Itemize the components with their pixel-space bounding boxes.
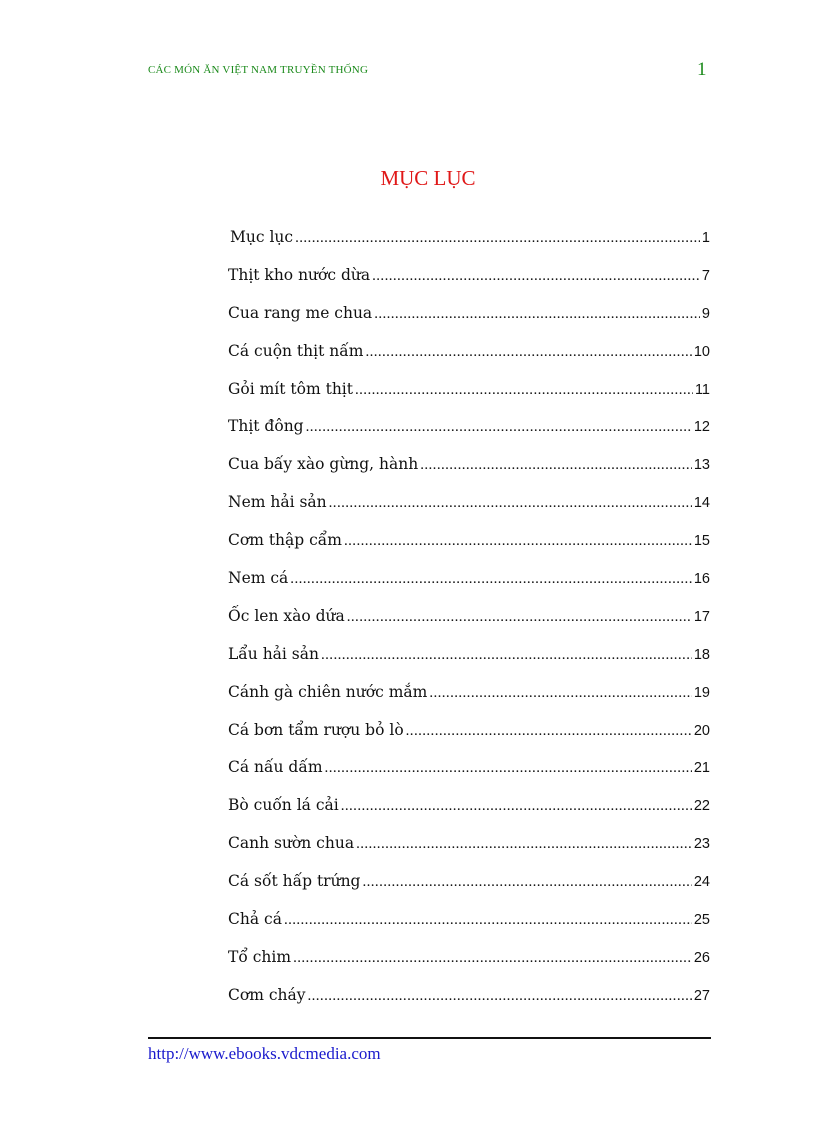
toc-entry[interactable] (228, 453, 710, 491)
toc-entry-page: 17 (693, 608, 710, 625)
toc-entry-label: Cá nấu dấm (228, 758, 323, 777)
toc-entry[interactable] (228, 756, 710, 794)
toc-entry-label: Gỏi mít tôm thịt (228, 379, 353, 398)
toc-entry-label: Canh sườn chua (228, 834, 355, 853)
toc-entry-label: Lẩu hải sản (228, 644, 319, 663)
toc-heading: MỤC LỤC (380, 166, 476, 190)
dot-leader (329, 492, 692, 514)
toc-entry[interactable] (228, 984, 710, 1022)
toc-entry-page: 26 (693, 949, 710, 966)
toc-entry-page: 19 (693, 684, 710, 701)
toc-entry[interactable] (228, 529, 710, 567)
toc-entry-page: 22 (693, 798, 710, 815)
toc-entry[interactable] (228, 226, 710, 264)
dot-leader (365, 341, 691, 363)
footer-divider (148, 1037, 711, 1039)
toc-entry-page: 18 (693, 646, 710, 663)
toc-entry-page: 13 (693, 457, 710, 474)
toc-entry-page: 14 (693, 495, 710, 512)
toc-entry-page: 25 (693, 912, 710, 929)
toc-entry-label: Nem hải sản (228, 493, 327, 512)
dot-leader (372, 265, 700, 287)
toc-entry-page: 1 (701, 230, 710, 246)
dot-leader (290, 568, 692, 590)
toc-entry-label: Nem cá (228, 569, 289, 588)
dot-leader (356, 833, 692, 855)
toc-entry[interactable] (228, 340, 710, 378)
footer-website-link[interactable]: http://www.ebooks.vdcmedia.com (148, 1044, 381, 1063)
toc-entry-page: 27 (693, 987, 710, 1004)
running-header-title: CÁC MÓN ĂN VIỆT NAM TRUYỀN THỐNG (148, 64, 369, 76)
dot-leader (306, 416, 692, 438)
toc-entry-label: Bò cuốn lá cải (228, 796, 339, 815)
dot-leader (429, 682, 692, 704)
toc-entry-label: Thịt đông (228, 417, 304, 436)
table-of-contents (228, 226, 710, 1022)
dot-leader (284, 909, 692, 931)
toc-entry[interactable] (228, 794, 710, 832)
toc-entry[interactable] (228, 908, 710, 946)
toc-entry-label: Cá bơn tẩm rượu bỏ lò (228, 720, 404, 739)
toc-entry[interactable] (228, 491, 710, 529)
toc-entry-label: Cơm thập cẩm (228, 531, 342, 550)
toc-entry-page: 24 (693, 874, 710, 891)
toc-entry-label: Cơm cháy (228, 985, 306, 1004)
dot-leader (344, 530, 692, 552)
toc-entry[interactable] (228, 719, 710, 757)
dot-leader (307, 985, 691, 1007)
dot-leader (293, 947, 692, 969)
toc-entry-label: Cánh gà chiên nước mắm (228, 682, 428, 701)
dot-leader (341, 795, 692, 817)
dot-leader (420, 454, 692, 476)
toc-entry[interactable] (228, 264, 710, 302)
dot-leader (362, 871, 691, 893)
toc-entry[interactable] (228, 946, 710, 984)
toc-entry[interactable] (228, 378, 710, 416)
toc-entry-label: Chả cá (228, 910, 282, 929)
toc-entry-label: Mục lục (230, 228, 294, 246)
toc-entry-page: 16 (693, 571, 710, 588)
toc-entry-label: Tổ chim (228, 947, 292, 966)
toc-entry-page: 11 (694, 381, 710, 398)
toc-entry[interactable] (228, 870, 710, 908)
toc-entry[interactable] (228, 681, 710, 719)
dot-leader (295, 227, 700, 249)
dot-leader (355, 379, 693, 401)
toc-entry-page: 10 (693, 343, 710, 360)
toc-entry-label: Cá cuộn thịt nấm (228, 341, 364, 360)
toc-entry-label: Thịt kho nước dừa (228, 265, 371, 284)
toc-entry-page: 9 (701, 305, 710, 322)
page-number: 1 (697, 59, 707, 80)
toc-entry[interactable] (228, 567, 710, 605)
toc-entry-page: 12 (693, 419, 710, 436)
toc-entry-page: 21 (693, 760, 710, 777)
dot-leader (347, 606, 692, 628)
toc-entry[interactable] (228, 643, 710, 681)
toc-entry[interactable] (228, 605, 710, 643)
toc-entry[interactable] (228, 302, 710, 340)
dot-leader (325, 757, 692, 779)
toc-entry[interactable] (228, 832, 710, 870)
toc-entry-label: Cua bấy xào gừng, hành (228, 455, 419, 474)
dot-leader (321, 644, 692, 666)
toc-entry-label: Ốc len xào dứa (228, 606, 345, 625)
dot-leader (406, 720, 692, 742)
toc-entry[interactable] (228, 415, 710, 453)
toc-entry-page: 15 (693, 533, 710, 550)
toc-entry-label: Cua rang me chua (228, 303, 373, 322)
toc-entry-label: Cá sốt hấp trứng (228, 872, 361, 891)
toc-entry-page: 20 (693, 722, 710, 739)
toc-entry-page: 7 (701, 267, 710, 284)
dot-leader (374, 303, 700, 325)
toc-entry-page: 23 (693, 836, 710, 853)
